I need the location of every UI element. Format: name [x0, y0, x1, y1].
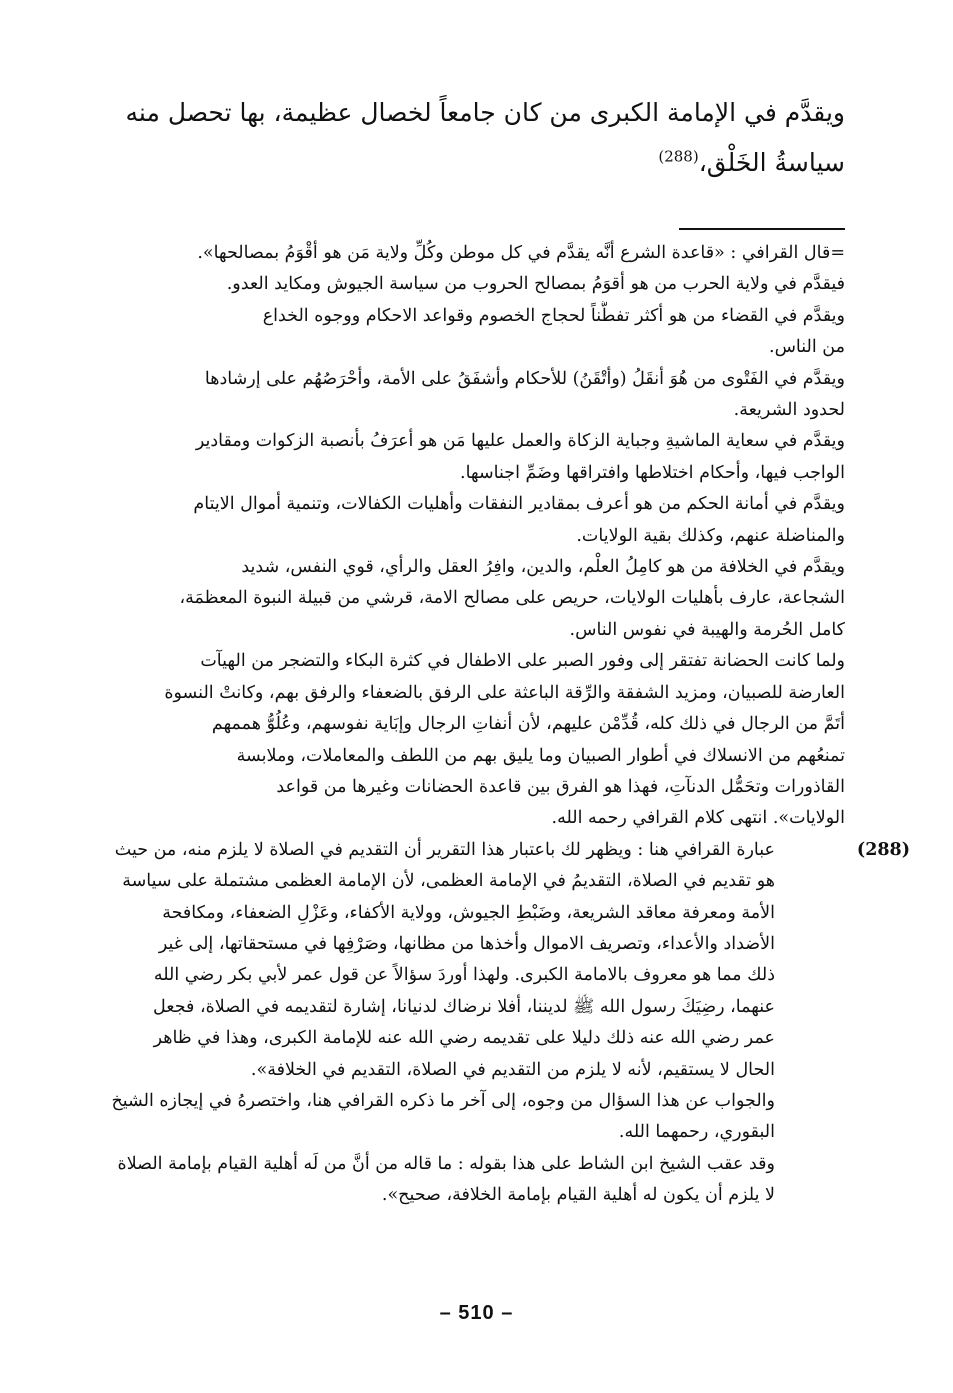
note-line: ذلك مما هو معروف بالامامة الكبرى. ولهذا أوردَ سؤالاً عن قول عمر لأبي بكر رضي الله: [153, 965, 775, 986]
note-line: العارضة للصبيان، ومزيد الشفقة والرِّقة الباعثة على الرفق بالضعفاء والرفق بهم، وكانتْ النسوة: [164, 682, 845, 703]
note-line: الأضداد والأعداء، وتصريف الاموال وأخذها من مظانها، وصَرْفِها في مستحقاتها، إلى غير: [158, 933, 775, 954]
note-line: الأمة ومعرفة معاقد الشريعة، وضَبْطِ الجيوش، وولاية الأكفاء، وعَزْلِ الضعفاء، ومكافحة: [162, 902, 775, 923]
note-line: ويقدَّم في سعاية الماشيةِ وجباية الزكاة والعمل عليها مَن هو أعرَفُ بأنصبة الزكوات ومقادير: [195, 431, 845, 452]
note-line: الحال لا يستقيم، لأنه لا يلزم من التقديم في الصلاة، التقديم في الخلافة».: [250, 1059, 775, 1080]
note-line: =قال القرافي : «قاعدة الشرع أنَّه يقدَّم في كل موطن وكُلِّ ولاية مَن هو أقْوَمُ بمصالحها».: [197, 243, 845, 263]
note-line: وقد عقب الشيخ ابن الشاط على هذا بقوله : ما قاله من أنَّ من لَه أهلية القيام بإمامة الصلاة: [117, 1153, 775, 1174]
note-line: فيقدَّم في ولاية الحرب من هو أقوَمُ بمصالح الحروب من سياسة الجيوش ومكايد العدو.: [226, 274, 845, 295]
note-line: عبارة القرافي هنا : ويظهر لك باعتبار هذا التقرير أن التقديم في الصلاة لا يلزم منه، من حيث: [114, 839, 775, 860]
main-text-line-1: ويقدَّم في الإمامة الكبرى من كان جامعاً لخصال عظيمة، بها تحصل منه: [125, 98, 845, 127]
note-line: لحدود الشريعة.: [733, 400, 845, 421]
note-line: ويقدَّم في أمانة الحكم من هو أعرف بمقادير النفقات وأهليات الكفالات، وتنمية أموال الايتام: [193, 494, 845, 515]
note-line: ولما كانت الحضانة تفتقر إلى وفور الصبر على الاطفال في كثرة البكاء والتضجر من الهيآت: [200, 651, 845, 672]
note-line: هو تقديم في الصلاة، التقديمُ في الإمامة العظمى، لأن الإمامة العظمى مشتملة على سياسة: [122, 871, 775, 892]
footnote-288: [92, 835, 910, 1212]
note-line: الولايات». انتهى كلام القرافي رحمه الله.: [551, 808, 845, 829]
main-text: [92, 88, 845, 188]
page-number: – 510 –: [439, 1302, 514, 1324]
note-line: البقوري، رحمهما الله.: [618, 1122, 775, 1143]
footnote-reference[interactable]: (288): [658, 147, 699, 166]
note-line: ويقدَّم في الفَتْوى من هُوَ أنقَلُ (وأتْقَنُ) للأحكام وأشفَقُ على الأمة، وأحْرَصُهُم على إرشادها: [204, 368, 845, 389]
note-line: تمنعُهم من الانسلاك في أطوار الصبيان وما يليق بهم من اللطف والمعاملات، وملابسة: [236, 745, 845, 766]
continued-footnote: [92, 238, 845, 835]
note-line: لا يلزم أن يكون له أهلية القيام بإمامة الخلافة، صحيح».: [381, 1185, 775, 1206]
footnote-number: (288): [856, 839, 910, 860]
footnote-separator: [679, 228, 845, 230]
note-line: أتَمَّ من الرجال في ذلك كله، قُدِّمْن عليهم، لأن أنفاتِ الرجال وإبَاية نفوسهم، وعُلُوُّ هممهم: [211, 714, 845, 735]
note-line: والجواب عن هذا السؤال من وجوه، إلى آخر ما ذكره القرافي هنا، واختصرهُ في إيجازه الشيخ: [111, 1090, 775, 1111]
note-line: عنهما، رضِيَكَ رسول الله ﷺ لديننا، أفلا نرضاك لدنيانا، إشارة لتقديمه في الصلاة، فجعل: [153, 996, 775, 1017]
note-line: ويقدَّم في الخلافة من هو كامِلُ العلْم، والدين، وافِرُ العقل والرأي، قوي النفس، شديد: [241, 557, 845, 578]
note-line: عمر رضي الله عنه ذلك دليلا على تقديمه رضي الله عنه للإمامة الكبرى، وهذا في ظاهر: [153, 1028, 775, 1049]
main-text-line-2: [92, 138, 845, 188]
note-line: من الناس.: [769, 337, 845, 358]
note-line: الواجب فيها، وأحكام اختلاطها وافتراقها وضَمِّ اجناسها.: [460, 462, 845, 483]
note-line: ويقدَّم في القضاء من هو أكثر تفطُّناً لحجاج الخصوم وقواعد الاحكام ووجوه الخداع: [262, 305, 845, 326]
note-line: كامل الحُرمة والهيبة في نفوس الناس.: [569, 619, 845, 640]
footnotes-section: [92, 238, 910, 1212]
note-line: القاذورات وتحَمُّل الدنآتِ، فهذا هو الفرق بين قاعدة الحضانات وغيرها من قواعد: [276, 776, 845, 797]
note-line: الشجاعة، عارف بأهليات الولايات، حريص على مصالح الامة، قرشي من قبيلة النبوة المعظمَة،: [179, 588, 845, 609]
main-text-line-2-text: سياسةُ الخَلْق،: [698, 148, 845, 177]
note-line: والمناضلة عنهم، وكذلك بقية الولايات.: [576, 525, 845, 546]
